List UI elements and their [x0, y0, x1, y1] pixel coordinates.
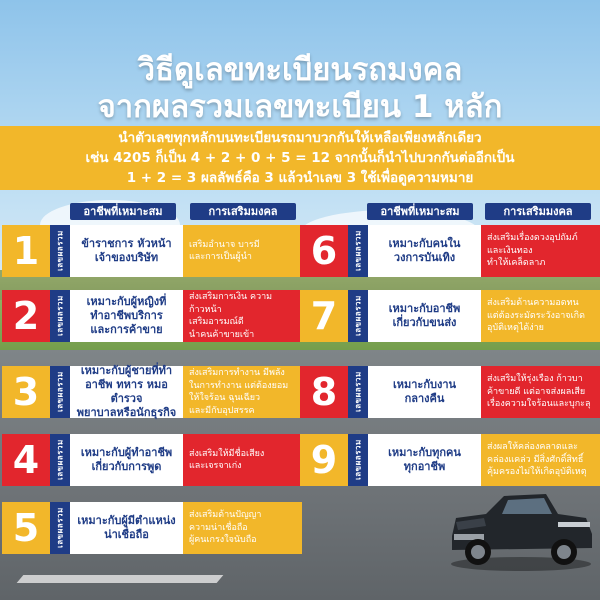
career-text	[70, 502, 183, 554]
sum-tab-label: เลขผลรวม	[50, 225, 70, 277]
sum-number: 2	[2, 290, 50, 342]
number-card-8	[300, 366, 600, 418]
title-line-2: จากผลรวมเลขทะเบียน 1 หลัก	[97, 89, 503, 125]
sum-tab-label: เลขผลรวม	[348, 366, 368, 418]
header-career-left: อาชีพที่เหมาะสม	[70, 203, 176, 220]
career-line: ข้าราชการ หัวหน้า	[81, 237, 172, 250]
enhancement-line: ส่งเสริมด้านปัญญา	[189, 510, 262, 521]
career-line: เกี่ยวกับขนส่ง	[392, 316, 457, 329]
career-line: ทุกอาชีพ	[403, 460, 446, 473]
pickup-truck-image	[446, 478, 596, 573]
sum-number: 8	[300, 366, 348, 418]
title-line-1: วิธีดูเลขทะเบียนรถมงคล	[137, 52, 463, 88]
intro-line-3: 1 + 2 = 3 ผลลัพธ์คือ 3 แล้วนำเลข 3 ใช้เพื่อดูความหมาย	[126, 170, 474, 186]
enhancement-line: ส่งเสริมด้านความอดทน	[487, 298, 579, 309]
number-card-2	[2, 290, 302, 342]
career-text	[70, 366, 183, 418]
career-line: เหมาะกับผู้หญิงที่	[86, 295, 167, 308]
sum-number: 3	[2, 366, 50, 418]
career-line: น่าเชื่อถือ	[104, 528, 149, 541]
intro-line-2: เช่น 4205 ก็เป็น 4 + 2 + 0 + 5 = 12 จากนั้นก็นำไปบวกกันต่ออีกเป็น	[85, 150, 515, 166]
sum-tab-label: เลขผลรวม	[348, 225, 368, 277]
career-line: เหมาะกับอาชีพ	[388, 302, 461, 315]
sum-tab-label: เลขผลรวม	[348, 434, 368, 486]
career-text	[70, 434, 183, 486]
enhancement-line: ส่งเสริมการเงิน ความก้าวหน้า	[189, 292, 273, 315]
enhancement-line: ทำให้เคล็ดลาภ	[487, 258, 546, 269]
career-line: กลางคืน	[404, 392, 445, 405]
enhancement-line: ส่งเสริมเรื่องดวงอุปถัมภ์	[487, 233, 578, 244]
enhancement-text	[183, 225, 302, 277]
sum-number: 5	[2, 502, 50, 554]
career-line: วงการบันเทิง	[393, 251, 456, 264]
sum-tab-label: เลขผลรวม	[50, 434, 70, 486]
sum-tab-label: เลขผลรวม	[50, 290, 70, 342]
career-line: เหมาะกับงาน	[392, 378, 457, 391]
enhancement-line: แต่ต้องระมัดระวังอาจเกิด	[487, 310, 585, 321]
career-text	[368, 225, 481, 277]
enhancement-line: และเงินทอง	[487, 245, 533, 256]
career-line: เหมาะกับทุกคน	[388, 446, 461, 459]
page-title	[0, 52, 600, 126]
career-line: เหมาะกับผู้ชายที่ทำ	[80, 364, 173, 377]
number-card-5	[2, 502, 302, 554]
sum-number: 6	[300, 225, 348, 277]
sum-tab-label: เลขผลรวม	[348, 290, 368, 342]
career-line: ทำอาชีพบริการ	[90, 309, 163, 322]
enhancement-text	[183, 290, 302, 342]
career-line: เกี่ยวกับการพูด	[91, 460, 162, 473]
career-line: เหมาะกับคนใน	[388, 237, 461, 250]
enhancement-line: อุบัติเหตุได้ง่าย	[487, 323, 544, 334]
enhancement-text	[481, 366, 600, 418]
intro-line-1: นำตัวเลขทุกหลักบนทะเบียนรถมาบวกกันให้เหลือเพียงหลักเดียว	[118, 130, 482, 146]
enhancement-text	[481, 225, 600, 277]
enhancement-line: นำคนค้าขายเข้า	[189, 329, 255, 340]
career-line: เหมาะกับผู้ทำอาชีพ	[80, 446, 173, 459]
enhancement-line: ผู้คนเกรงใจนับถือ	[189, 535, 257, 546]
career-text	[368, 290, 481, 342]
number-card-3	[2, 366, 302, 418]
career-line: เจ้าของบริษัท	[94, 251, 159, 264]
enhancement-line: เสริมอารมณ์ดี	[189, 317, 244, 327]
enhancement-line: คล่องแคล่ว มีสิ่งศักดิ์สิทธิ์	[487, 454, 584, 465]
career-line: พยาบาลหรือนักธุรกิจ	[76, 406, 177, 419]
sum-tab-label: เลขผลรวม	[50, 366, 70, 418]
header-enhancement-right: การเสริมมงคล	[485, 203, 591, 220]
intro-box	[0, 126, 600, 190]
enhancement-text	[481, 290, 600, 342]
enhancement-line: เรื่องความใจร้อนและบุกะลุ	[487, 399, 591, 410]
enhancement-line: เสริมอำนาจ บารมี	[189, 239, 260, 250]
enhancement-line: ในการทำงาน แต่ต้องยอม	[189, 380, 289, 391]
career-text	[70, 290, 183, 342]
enhancement-line: ส่งผลให้คล่องคลาดและ	[487, 442, 578, 453]
enhancement-line: ความน่าเชื่อถือ	[189, 522, 248, 533]
header-career-right: อาชีพที่เหมาะสม	[367, 203, 473, 220]
career-line: และการค้าขาย	[90, 323, 163, 336]
sum-number: 1	[2, 225, 50, 277]
number-card-7	[300, 290, 600, 342]
enhancement-text	[183, 366, 302, 418]
number-card-6	[300, 225, 600, 277]
road-marking	[17, 575, 224, 583]
enhancement-line: และเจรจาเก่ง	[189, 461, 242, 471]
enhancement-line: ให้ใจร้อน ฉุนเฉียว	[189, 393, 261, 403]
enhancement-text	[183, 502, 302, 554]
sum-tab-label: เลขผลรวม	[50, 502, 70, 554]
header-enhancement-left: การเสริมมงคล	[190, 203, 296, 220]
sum-number: 7	[300, 290, 348, 342]
sum-number: 4	[2, 434, 50, 486]
enhancement-line: ส่งเสริมให้มีชื่อเสียง	[189, 448, 265, 459]
enhancement-text	[183, 434, 302, 486]
enhancement-line: คุ้มครองไม่ให้เกิดอุบัติเหตุ	[487, 467, 587, 478]
enhancement-line: และการเป็นผู้นำ	[189, 252, 252, 262]
number-card-4	[2, 434, 302, 486]
sum-number: 9	[300, 434, 348, 486]
career-text	[70, 225, 183, 277]
career-line: อาชีพ ทหาร หมอ ตำรวจ	[85, 378, 168, 405]
career-line: เหมาะกับผู้มีตำแหน่ง	[77, 514, 176, 527]
enhancement-line: และมีกับอุปสรรค	[189, 405, 255, 416]
enhancement-line: ส่งเสริมการทำงาน มีพลัง	[189, 368, 285, 378]
number-card-1	[2, 225, 302, 277]
enhancement-line: ส่งเสริมให้รุ่งเรือง ก้าวบา	[487, 374, 583, 385]
enhancement-line: ค้าขายดี แต่อาจส่งผลเสีย	[487, 386, 586, 397]
career-text	[368, 366, 481, 418]
